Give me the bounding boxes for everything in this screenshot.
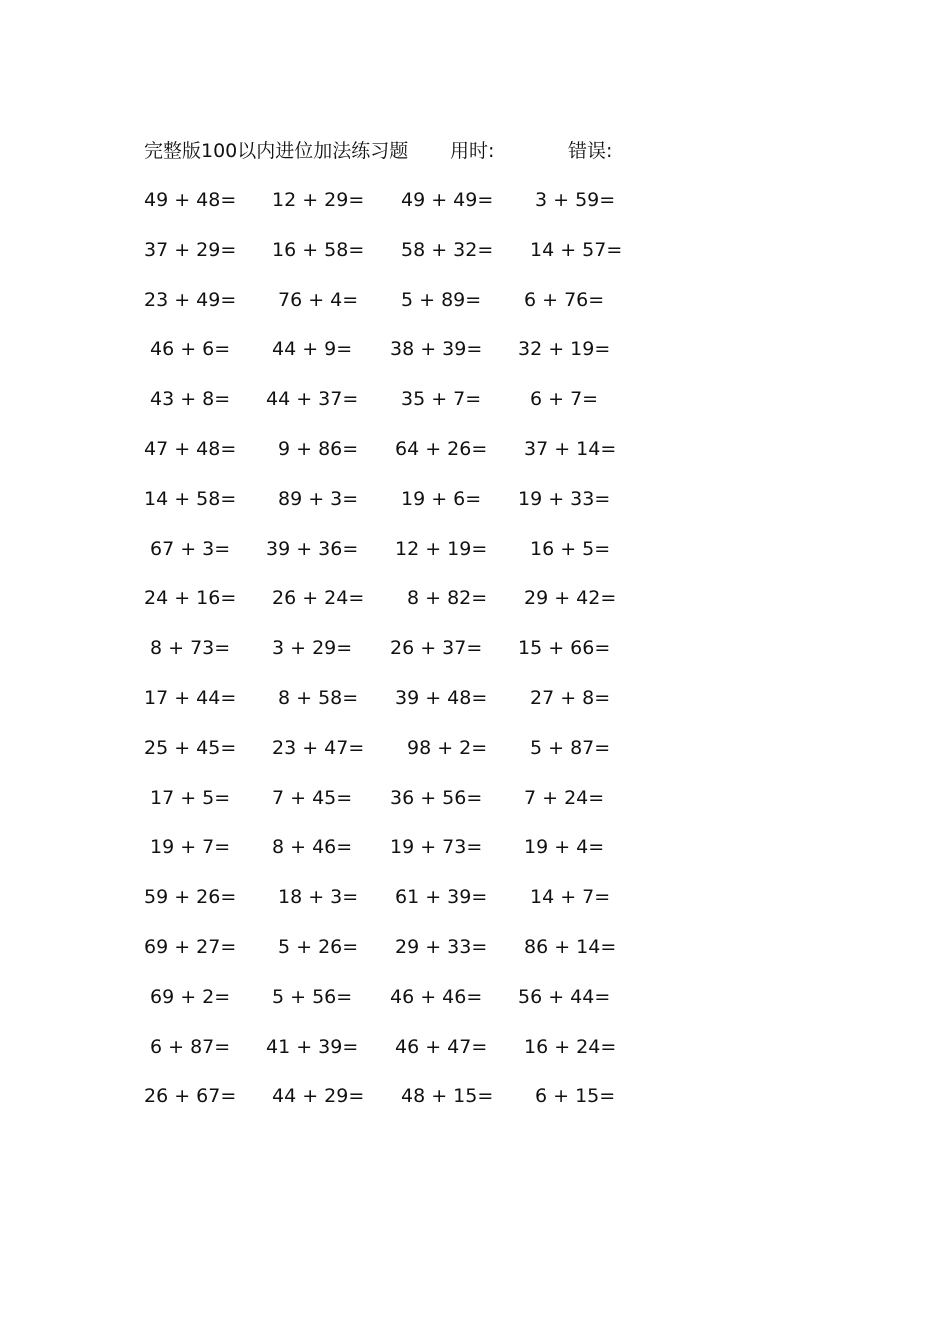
problem-row (0, 932, 950, 962)
addition-problem: 44 + 9= (272, 338, 353, 361)
addition-problem: 5 + 26= (278, 936, 359, 958)
addition-problem: 19 + 6= (401, 487, 482, 510)
addition-problem: 15 + 66= (518, 637, 611, 660)
addition-problem: 29 + 33= (395, 936, 488, 958)
problem-row (0, 285, 950, 315)
addition-problem: 26 + 24= (272, 587, 365, 610)
addition-problem: 98 + 2= (407, 736, 488, 759)
time-used-label: 用时: (450, 140, 495, 162)
addition-problem: 8 + 82= (407, 587, 488, 610)
problem-row (0, 683, 950, 713)
addition-problem: 67 + 3= (150, 537, 231, 560)
addition-problem: 76 + 4= (278, 288, 359, 311)
addition-problem: 3 + 29= (272, 637, 353, 660)
addition-problem: 61 + 39= (395, 886, 488, 909)
addition-problem: 6 + 76= (524, 288, 605, 311)
addition-problem: 49 + 49= (401, 189, 494, 211)
problem-row (0, 1032, 950, 1062)
addition-problem: 17 + 44= (144, 687, 237, 709)
problem-row (0, 733, 950, 763)
addition-problem: 12 + 19= (395, 537, 488, 560)
problem-row (0, 484, 950, 514)
addition-problem: 39 + 48= (395, 687, 488, 709)
addition-problem: 7 + 24= (524, 786, 605, 809)
addition-problem: 58 + 32= (401, 238, 494, 261)
addition-problem: 49 + 48= (144, 189, 237, 211)
addition-problem: 56 + 44= (518, 985, 611, 1008)
addition-problem: 19 + 7= (150, 836, 231, 859)
addition-problem: 26 + 37= (390, 637, 483, 660)
addition-problem: 36 + 56= (390, 786, 483, 809)
addition-problem: 14 + 58= (144, 487, 237, 510)
addition-problem: 27 + 8= (530, 687, 611, 709)
addition-problem: 41 + 39= (266, 1035, 359, 1058)
addition-problem: 64 + 26= (395, 438, 488, 460)
worksheet-title: 完整版100以内进位加法练习题 (144, 140, 409, 162)
addition-problem: 19 + 73= (390, 836, 483, 859)
addition-problem: 18 + 3= (278, 886, 359, 909)
problem-row (0, 783, 950, 813)
addition-problem: 6 + 87= (150, 1035, 231, 1058)
problem-row (0, 185, 950, 215)
addition-problem: 38 + 39= (390, 338, 483, 361)
addition-problem: 37 + 29= (144, 238, 237, 261)
addition-problem: 16 + 58= (272, 238, 365, 261)
addition-problem: 7 + 45= (272, 786, 353, 809)
problem-row (0, 235, 950, 265)
addition-problem: 8 + 73= (150, 637, 231, 660)
problem-row (0, 1081, 950, 1111)
addition-problem: 69 + 27= (144, 936, 237, 958)
addition-problem: 23 + 49= (144, 288, 237, 311)
problem-row (0, 384, 950, 414)
problem-row (0, 334, 950, 364)
addition-problem: 14 + 7= (530, 886, 611, 909)
addition-problem: 8 + 46= (272, 836, 353, 859)
addition-problem: 44 + 37= (266, 388, 359, 411)
problem-row (0, 534, 950, 564)
addition-problem: 48 + 15= (401, 1085, 494, 1108)
addition-problem: 35 + 7= (401, 388, 482, 411)
addition-problem: 16 + 24= (524, 1035, 617, 1058)
addition-problem: 17 + 5= (150, 786, 231, 809)
addition-problem: 37 + 14= (524, 438, 617, 460)
addition-problem: 46 + 6= (150, 338, 231, 361)
addition-problem: 46 + 47= (395, 1035, 488, 1058)
addition-problem: 5 + 87= (530, 736, 611, 759)
problem-row (0, 583, 950, 613)
addition-problem: 32 + 19= (518, 338, 611, 361)
addition-problem: 19 + 4= (524, 836, 605, 859)
addition-problem: 14 + 57= (530, 238, 623, 261)
addition-problem: 12 + 29= (272, 189, 365, 211)
addition-problem: 6 + 15= (535, 1085, 616, 1108)
addition-problem: 25 + 45= (144, 736, 237, 759)
problem-row (0, 434, 950, 464)
addition-problem: 29 + 42= (524, 587, 617, 610)
addition-problem: 86 + 14= (524, 936, 617, 958)
addition-problem: 43 + 8= (150, 388, 231, 411)
addition-problem: 44 + 29= (272, 1085, 365, 1108)
problem-row (0, 982, 950, 1012)
addition-problem: 23 + 47= (272, 736, 365, 759)
addition-problem: 5 + 89= (401, 288, 482, 311)
addition-problem: 47 + 48= (144, 438, 237, 460)
addition-problem: 69 + 2= (150, 985, 231, 1008)
addition-problem: 24 + 16= (144, 587, 237, 610)
problem-row (0, 882, 950, 912)
problem-row (0, 633, 950, 663)
addition-problem: 6 + 7= (530, 388, 599, 411)
addition-problem: 3 + 59= (535, 189, 616, 211)
addition-problem: 46 + 46= (390, 985, 483, 1008)
addition-problem: 26 + 67= (144, 1085, 237, 1108)
errors-label: 错误: (568, 140, 613, 162)
problem-row (0, 832, 950, 862)
addition-problem: 39 + 36= (266, 537, 359, 560)
addition-problem: 8 + 58= (278, 687, 359, 709)
addition-problem: 19 + 33= (518, 487, 611, 510)
addition-problem: 89 + 3= (278, 487, 359, 510)
addition-problem: 9 + 86= (278, 438, 359, 460)
addition-problem: 59 + 26= (144, 886, 237, 909)
addition-problem: 5 + 56= (272, 985, 353, 1008)
addition-problem: 16 + 5= (530, 537, 611, 560)
